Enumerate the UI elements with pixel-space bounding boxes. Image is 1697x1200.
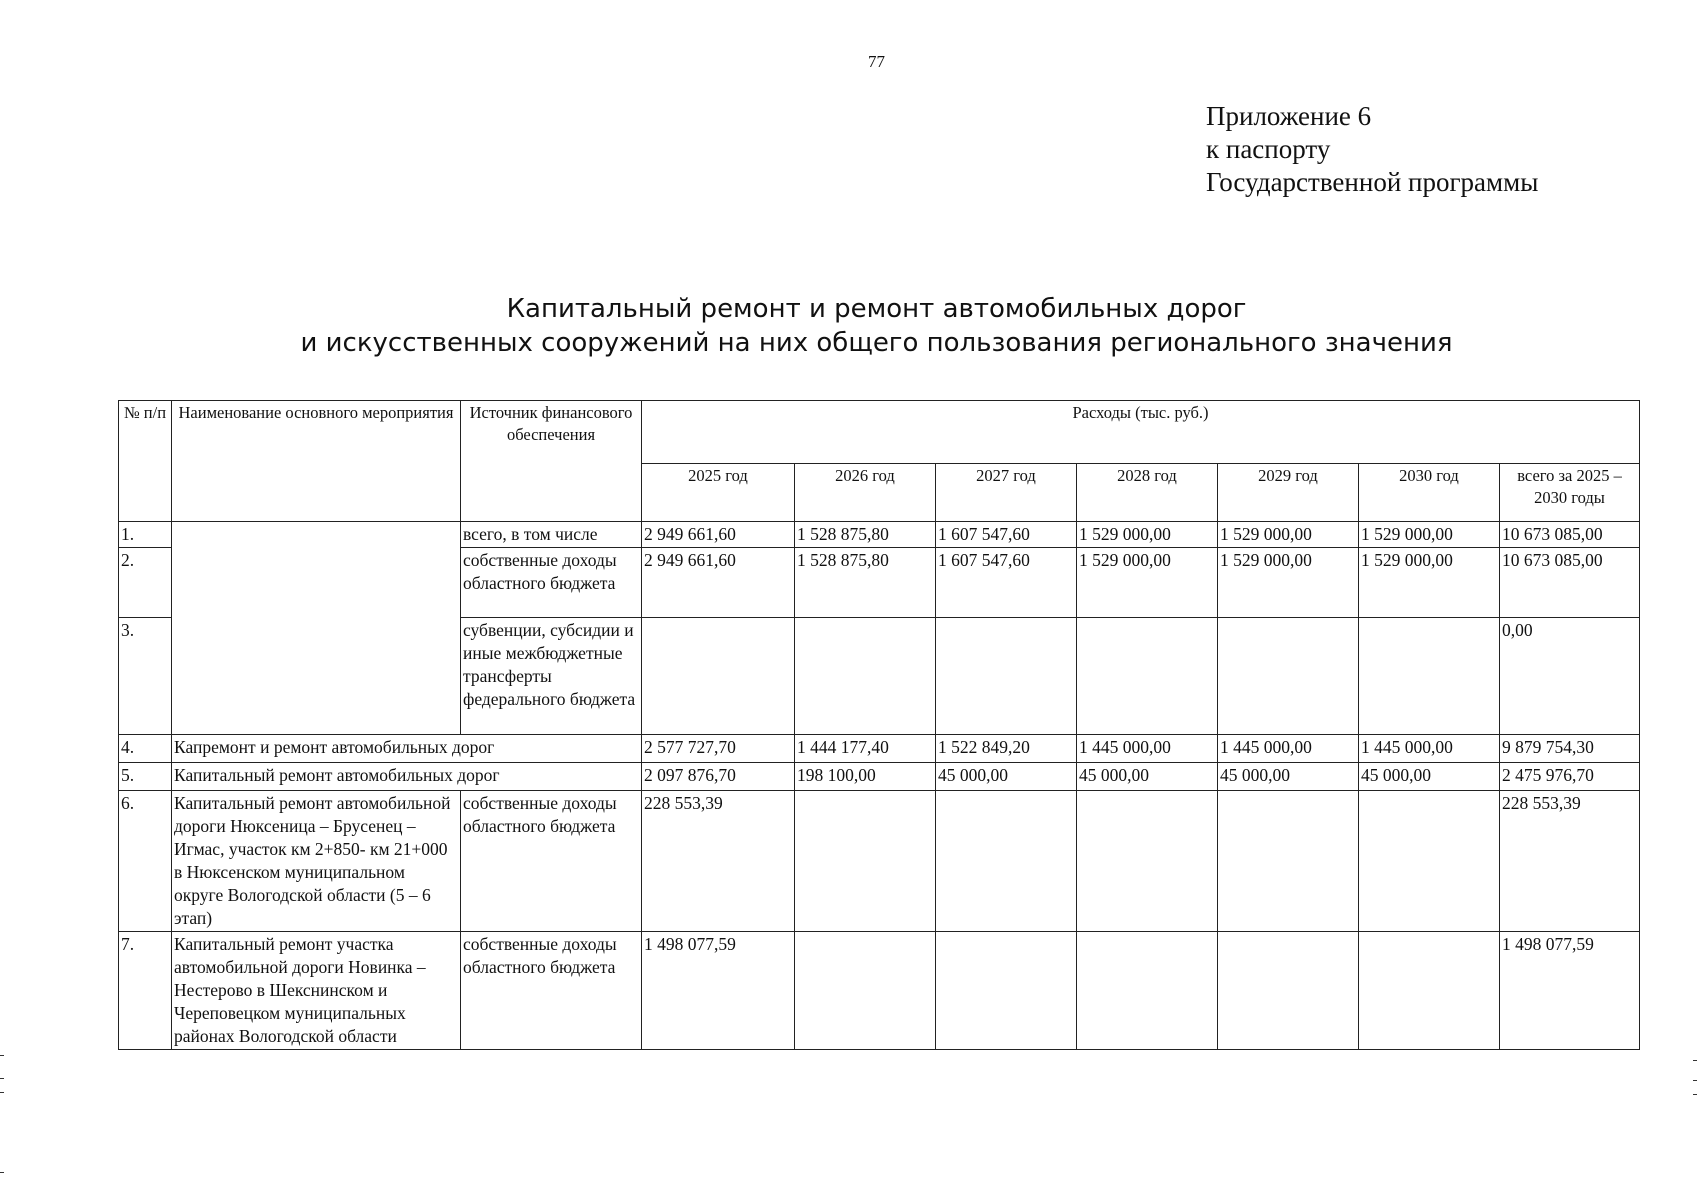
row-num: 1.	[119, 522, 172, 548]
value-2030	[1359, 618, 1500, 735]
header-name: Наименование основного мероприятия	[172, 401, 461, 522]
row-num: 3.	[119, 618, 172, 735]
value-2028: 1 529 000,00	[1077, 548, 1218, 618]
value-2025: 2 577 727,70	[642, 735, 795, 763]
scan-mark	[0, 1055, 4, 1056]
header-expenses: Расходы (тыс. руб.)	[642, 401, 1640, 464]
value-2029: 1 529 000,00	[1218, 522, 1359, 548]
table-row	[119, 932, 1640, 1050]
value-total: 2 475 976,70	[1500, 763, 1640, 791]
value-2028	[1077, 932, 1218, 1050]
value-total: 1 498 077,59	[1500, 932, 1640, 1050]
scan-mark	[1693, 1060, 1697, 1061]
appendix-line-3: Государственной программы	[1206, 167, 1539, 197]
header-year-2026: 2026 год	[795, 464, 936, 522]
value-2026	[795, 618, 936, 735]
header-num: № п/п	[119, 401, 172, 522]
table-row	[119, 791, 1640, 932]
row-source: субвенции, субсидии и иные межбюджетные трансферты федерального бюджета	[461, 618, 642, 735]
value-2025: 2 097 876,70	[642, 763, 795, 791]
header-source: Источник финансового обеспечения	[461, 401, 642, 522]
value-total: 10 673 085,00	[1500, 522, 1640, 548]
row-source: всего, в том числе	[461, 522, 642, 548]
value-2027: 1 522 849,20	[936, 735, 1077, 763]
value-2026: 1 528 875,80	[795, 548, 936, 618]
value-2027: 1 607 547,60	[936, 548, 1077, 618]
appendix-line-1: Приложение 6	[1206, 101, 1372, 131]
value-2026	[795, 791, 936, 932]
row-num: 4.	[119, 735, 172, 763]
header-year-2027: 2027 год	[936, 464, 1077, 522]
value-2028: 1 445 000,00	[1077, 735, 1218, 763]
value-2026: 198 100,00	[795, 763, 936, 791]
value-total: 228 553,39	[1500, 791, 1640, 932]
value-2029	[1218, 618, 1359, 735]
row-num: 6.	[119, 791, 172, 932]
value-2027	[936, 618, 1077, 735]
value-2028: 45 000,00	[1077, 763, 1218, 791]
title-line-2: и искусственных сооружений на них общего пользования регионального значения	[300, 328, 1453, 358]
row-num: 7.	[119, 932, 172, 1050]
scan-mark	[1693, 1080, 1697, 1081]
scan-mark	[0, 1172, 4, 1173]
scan-mark	[0, 1092, 4, 1093]
page-number: 77	[868, 52, 885, 71]
value-2030: 45 000,00	[1359, 763, 1500, 791]
value-2029: 1 445 000,00	[1218, 735, 1359, 763]
row-name	[172, 522, 461, 735]
value-total: 10 673 085,00	[1500, 548, 1640, 618]
header-year-2028: 2028 год	[1077, 464, 1218, 522]
value-2026	[795, 932, 936, 1050]
value-2026: 1 528 875,80	[795, 522, 936, 548]
value-2027: 1 607 547,60	[936, 522, 1077, 548]
value-2025: 2 949 661,60	[642, 522, 795, 548]
row-source: собственные доходы областного бюджета	[461, 932, 642, 1050]
value-total: 9 879 754,30	[1500, 735, 1640, 763]
appendix-note	[1206, 100, 1538, 199]
row-source: собственные доходы областного бюджета	[461, 791, 642, 932]
value-2027: 45 000,00	[936, 763, 1077, 791]
table-row	[119, 763, 1640, 791]
value-2030: 1 529 000,00	[1359, 548, 1500, 618]
value-2028: 1 529 000,00	[1077, 522, 1218, 548]
value-2025: 228 553,39	[642, 791, 795, 932]
header-year-2025: 2025 год	[642, 464, 795, 522]
value-2028	[1077, 791, 1218, 932]
row-name: Капитальный ремонт участка автомобильной дороги Новинка – Нестерово в Шекснинском и Череповецком муниципальных районах Вологодской области	[172, 932, 461, 1050]
value-2028	[1077, 618, 1218, 735]
value-2025: 1 498 077,59	[642, 932, 795, 1050]
row-name: Капитальный ремонт автомобильных дорог	[172, 763, 642, 791]
value-2030: 1 529 000,00	[1359, 522, 1500, 548]
value-2030	[1359, 791, 1500, 932]
header-year-2030: 2030 год	[1359, 464, 1500, 522]
value-2029	[1218, 791, 1359, 932]
title-line-1: Капитальный ремонт и ремонт автомобильных дорог	[506, 294, 1247, 324]
value-2029	[1218, 932, 1359, 1050]
row-name: Капитальный ремонт автомобильной дороги Нюксеница – Брусенец – Игмас, участок км 2+850- км 21+000 в Нюксенском муниципальном округе Вологодской области (5 – 6 этап)	[172, 791, 461, 932]
value-2029: 45 000,00	[1218, 763, 1359, 791]
scan-mark	[1693, 1094, 1697, 1095]
row-name: Капремонт и ремонт автомобильных дорог	[172, 735, 642, 763]
header-total: всего за 2025 – 2030 годы	[1500, 464, 1640, 522]
row-num: 5.	[119, 763, 172, 791]
appendix-line-2: к паспорту	[1206, 134, 1331, 164]
value-2029: 1 529 000,00	[1218, 548, 1359, 618]
table-row	[119, 735, 1640, 763]
value-2030	[1359, 932, 1500, 1050]
row-source: собственные доходы областного бюджета	[461, 548, 642, 618]
expenses-table	[118, 400, 1640, 1050]
value-2027	[936, 791, 1077, 932]
value-2025	[642, 618, 795, 735]
header-year-2029: 2029 год	[1218, 464, 1359, 522]
value-2026: 1 444 177,40	[795, 735, 936, 763]
scan-mark	[0, 1078, 4, 1079]
value-2025: 2 949 661,60	[642, 548, 795, 618]
row-num: 2.	[119, 548, 172, 618]
table-row	[119, 522, 1640, 548]
value-2027	[936, 932, 1077, 1050]
value-total: 0,00	[1500, 618, 1640, 735]
value-2030: 1 445 000,00	[1359, 735, 1500, 763]
document-title	[0, 292, 1697, 360]
